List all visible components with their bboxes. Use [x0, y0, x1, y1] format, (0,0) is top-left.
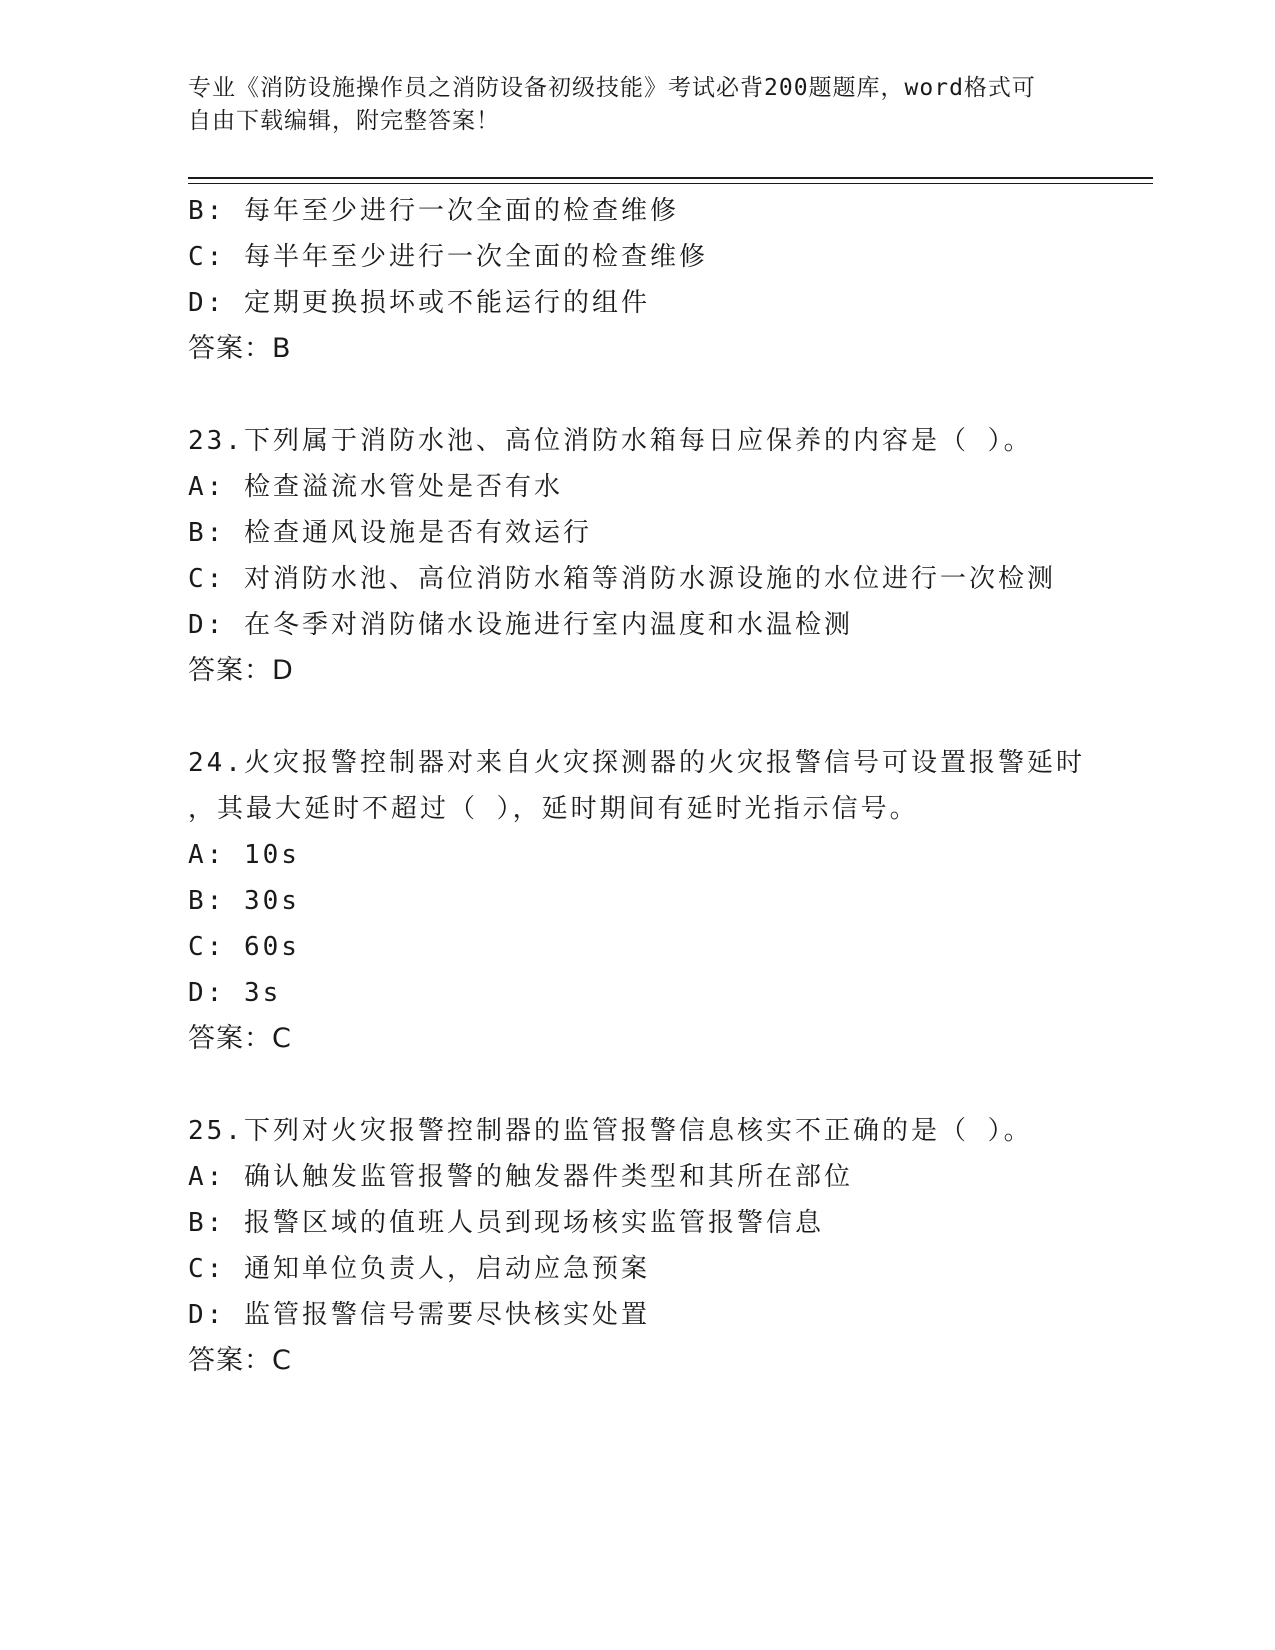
spacer	[188, 372, 1148, 418]
option-a: A: 检查溢流水管处是否有水	[188, 472, 563, 502]
option-b: B: 检查通风设施是否有效运行	[188, 518, 592, 548]
document-body	[188, 188, 1148, 1384]
option-b: B: 报警区域的值班人员到现场核实监管报警信息	[188, 1208, 824, 1238]
option-d: D: 定期更换损坏或不能运行的组件	[188, 288, 650, 318]
spacer	[188, 694, 1148, 740]
question-text-continued: ，其最大延时不超过（ ），延时期间有延时光指示信号。	[188, 794, 919, 824]
question-25	[188, 1108, 1148, 1384]
option-c: C: 每半年至少进行一次全面的检查维修	[188, 242, 708, 272]
question-text: 25.下列对火灾报警控制器的监管报警信息核实不正确的是（ ）。	[188, 1116, 1033, 1146]
question-text: 23.下列属于消防水池、高位消防水箱每日应保养的内容是（ ）。	[188, 426, 1033, 456]
question-24	[188, 740, 1148, 1062]
option-b: B: 每年至少进行一次全面的检查维修	[188, 196, 679, 226]
option-a: A: 确认触发监管报警的触发器件类型和其所在部位	[188, 1162, 853, 1192]
option-d: D: 在冬季对消防储水设施进行室内温度和水温检测	[188, 610, 853, 640]
answer-label: 答案：B	[188, 333, 292, 364]
answer-label: 答案：C	[188, 1345, 292, 1376]
document-header	[188, 72, 1088, 138]
option-c: C: 对消防水池、高位消防水箱等消防水源设施的水位进行一次检测	[188, 564, 1056, 594]
header-line-1: 专业《消防设施操作员之消防设备初级技能》考试必背200题题库，word格式可	[188, 75, 1036, 101]
question-text: 24.火灾报警控制器对来自火灾探测器的火灾报警信号可设置报警延时	[188, 748, 1085, 778]
option-d: D: 3s	[188, 978, 282, 1008]
answer-label: 答案：D	[188, 655, 294, 686]
spacer	[188, 1062, 1148, 1108]
option-b: B: 30s	[188, 886, 300, 916]
question-22-continued	[188, 188, 1148, 372]
answer-label: 答案：C	[188, 1023, 292, 1054]
option-c: C: 60s	[188, 932, 300, 962]
option-d: D: 监管报警信号需要尽快核实处置	[188, 1300, 650, 1330]
header-line-2: 自由下载编辑，附完整答案！	[188, 108, 500, 134]
question-23	[188, 418, 1148, 694]
option-c: C: 通知单位负责人，启动应急预案	[188, 1254, 650, 1284]
header-divider	[188, 177, 1153, 184]
option-a: A: 10s	[188, 840, 300, 870]
